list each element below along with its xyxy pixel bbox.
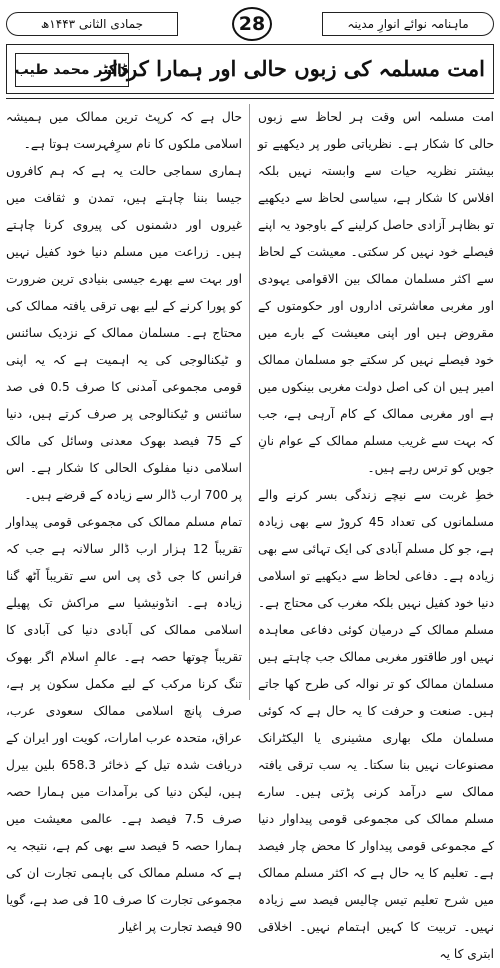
paragraph: ہماری سماجی حالت یہ ہے کہ ہم کافروں جیسا بننا چاہتے ہیں، تمدن و ثقافت میں غیروں اور دشمنوں کی پیروی کرنا چاہتے ہیں۔ زراعت میں مسلم دنیا خود کفیل نہیں اور بہت سے بھرے جیسی بنیادی ترین ضرورت کو پورا کرنے کے لیے بھی ترقی یافتہ ممالک کی محتاج ہے۔ مسلمان ممالک کے نزدیک سائنس و ٹیکنالوجی کی یہ اہمیت ہے کہ یہ اپنی قومی مجموعی آمدنی کا صرف 0.5 فی صد سائنس و ٹیکنالوجی پر صرف کرتے ہیں، دنیا کے 75 فیصد بھوک معدنی وسائل کی مالک اسلامی دنیا مفلوک الحالی کا شکار ہے۔ اس پر 700 ارب ڈالر سے زیادہ کے قرضے ہیں۔ (6, 164, 242, 502)
paragraph: امت مسلمہ اس وقت ہر لحاظ سے زبوں حالی کا شکار ہے۔ نظریاتی طور پر دیکھیے تو بیشتر نظریہ حیات سے وابستہ نہیں بلکہ افلاس کا شکار ہے، سیاسی لحاظ سے دیکھیے تو بظاہر آزادی حاصل کرلینے کے باوجود یہ اپنے فیصلے خود نہیں کر سکتی۔ معیشت کے لحاظ سے اکثر مسلمان ممالک بین الاقوامی یہودی اور مغربی معاشرتی اداروں اور حکومتوں کے مقروض ہیں اور اپنی معیشت کے بارے میں خود فیصلے نہیں کر سکتے جو مسلمان ممالک امیر ہیں ان کی اصل دولت مغربی بینکوں میں ہے اور مغربی ممالک کے کام آرہی ہے، جب کہ بہت سے غریب مسلم ممالک کے عوام نانِ جویں کو ترس رہے ہیں۔ (258, 110, 494, 475)
title-divider (6, 98, 494, 99)
text-column-left (6, 104, 243, 934)
column-divider (249, 104, 250, 700)
text-column-right (258, 104, 495, 961)
paragraph: حال ہے کہ کرپٹ ترین ممالک میں ہمیشہ اسلامی ملکوں کا نام سرِفہرست ہوتا ہے۔ (6, 110, 242, 151)
article-title: امت مسلمہ کی زبوں حالی اور ہمارا کردار (101, 56, 485, 81)
paragraph: خطِ غربت سے نیچے زندگی بسر کرنے والے مسلمانوں کی تعداد 45 کروڑ سے بھی زیادہ ہے، جو کل مسلم آبادی کی ایک تہائی سے بھی زیادہ ہے۔ دفاعی لحاظ سے دیکھیے تو اسلامی دنیا خود کفیل نہیں بلکہ مغرب کی محتاج ہے۔ مسلم ممالک کے درمیان کوئی دفاعی معاہدہ نہیں اور طاقتور مغربی ممالک جب چاہتے ہیں مسلمان ممالک کو تر نوالہ کی طرح کھا جاتے ہیں۔ صنعت و حرفت کا یہ حال ہے کہ کوئی مسلمان ملک بھاری مشینری یا الیکٹرانک مصنوعات نہیں بنا سکتا۔ یہ سب ترقی یافتہ ممالک سے درآمد کرنی پڑتی ہیں۔ سارے مسلم ممالک کی مجموعی قومی پیداوار دنیا کے مجموعی قومی پیداوار کا محض چار فیصد ہے۔ تعلیم کا یہ حال ہے کہ اکثر مسلم ممالک میں شرح تعلیم تیس چالیس فیصد سے زیادہ نہیں۔ تربیت کا کہیں اہتمام نہیں۔ اخلاقی ابتری کا یہ (258, 488, 495, 961)
page-number: 28 (232, 7, 272, 41)
page-header (6, 6, 494, 40)
issue-date: جمادی الثانی ۱۴۴۳ھ (6, 12, 178, 36)
paragraph: تمام مسلم ممالک کی مجموعی قومی پیداوار تقریباً 12 ہزار ارب ڈالر سالانہ ہے جب کہ فرانس کا جی ڈی پی اس سے تقریباً آٹھ گنا زیادہ ہے۔ انڈونیشیا سے مراکش تک پھیلے اسلامی ممالک کی آبادی دنیا کی آبادی کا تقریباً چوتھا حصہ ہے۔ عالمِ اسلام اگر بھوک تنگ کرنا مرکب کے لیے مکمل سکون پر ہے، صرف پانچ اسلامی ممالک سعودی عرب، عراق، متحدہ عرب امارات، کویت اور ایران کے دریافت شدہ تیل کے ذخائر 658.3 بلین بیرل ہیں، لیکن دنیا کی برآمدات میں ہمارا حصہ صرف 7.5 فیصد ہے۔ عالمی معیشت میں ہمارا حصہ 5 فیصد سے بھی کم ہے، نتیجہ یہ ہے کہ مسلم ممالک کی باہمی تجارت ان کی مجموعی تجارت کا صرف 10 فی صد ہے، گویا 90 فیصد تجارت پر اغیار (6, 515, 243, 934)
magazine-name: ماہنامہ نوائے انوارِ مدینہ (322, 12, 494, 36)
author-name: ڈاکٹر محمد طیب (15, 53, 129, 87)
article-title-box (6, 44, 494, 94)
